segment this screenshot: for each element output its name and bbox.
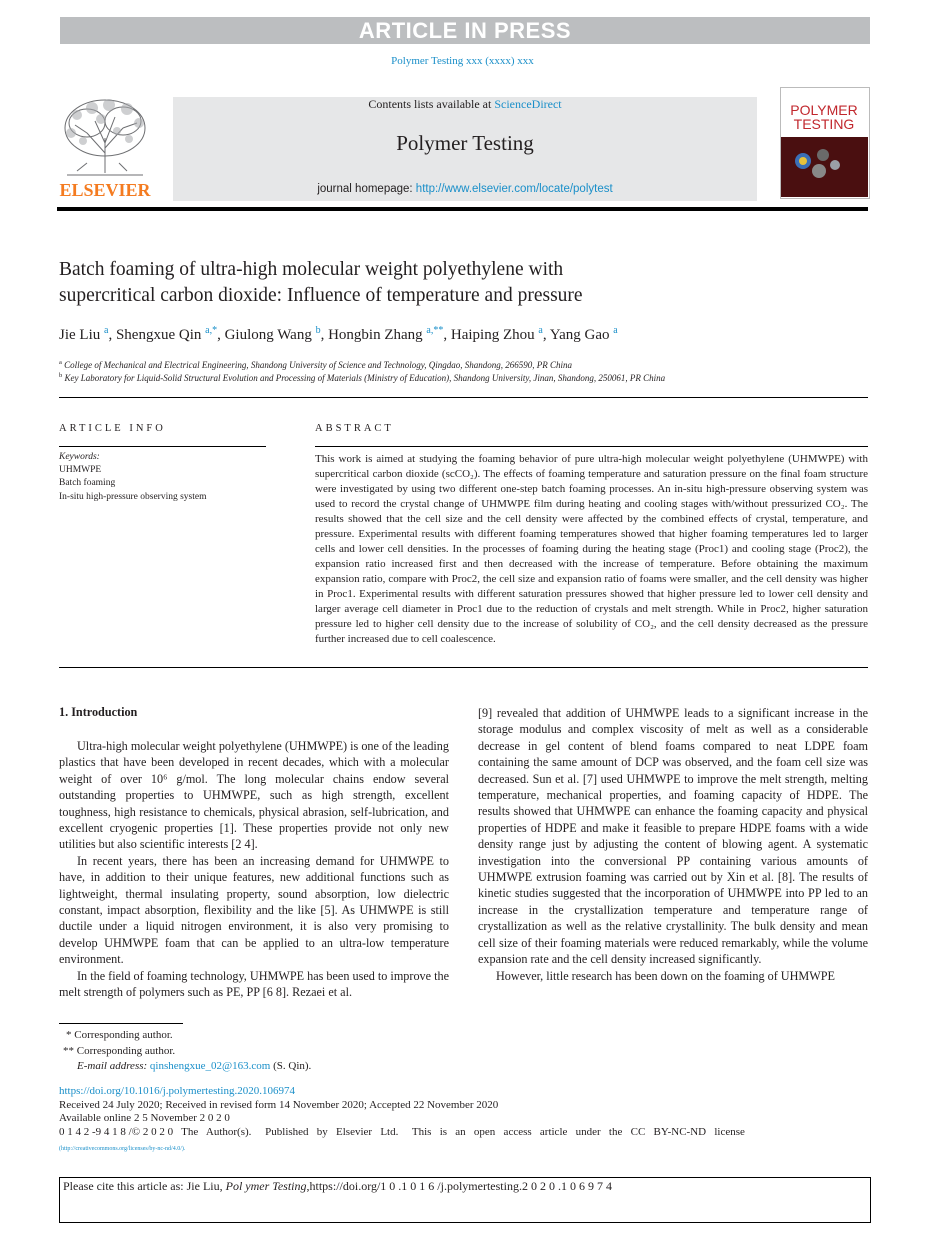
introduction-heading: 1. Introduction bbox=[59, 705, 138, 719]
author-name: Yang Gao bbox=[549, 327, 610, 343]
journal-name: Polymer Testing bbox=[396, 131, 534, 155]
citation-doi: ,https://doi.org/1 0 .1 0 1 6 /j.polymertesting.2 0 2 0 .1 0 6 9 7 4 bbox=[306, 1179, 612, 1193]
divider bbox=[59, 446, 266, 447]
email-label: E-mail address: bbox=[77, 1060, 150, 1072]
article-info-heading: ARTICLE INFO bbox=[59, 423, 166, 434]
affiliation-b bbox=[59, 372, 879, 383]
elsevier-wordmark: ELSEVIER bbox=[59, 180, 151, 200]
abstract-heading: ABSTRACT bbox=[315, 423, 394, 434]
email-footnote bbox=[77, 1060, 311, 1072]
body-column-left bbox=[59, 738, 449, 1001]
author-name: Shengxue Qin bbox=[115, 327, 202, 343]
cover-image bbox=[781, 137, 868, 197]
author-affiliation-link[interactable]: a bbox=[613, 325, 618, 336]
author-name: Hongbin Zhang bbox=[328, 327, 423, 343]
publication-info bbox=[59, 1085, 919, 1139]
contents-prefix: Contents lists available at bbox=[368, 97, 495, 111]
received-dates: Received 24 July 2020; Received in revised form 14 November 2020; Accepted 22 November 2020 bbox=[59, 1098, 499, 1111]
author-affiliation-link[interactable]: a bbox=[538, 325, 543, 336]
sciencedirect-link[interactable]: ScienceDirect bbox=[494, 97, 562, 111]
available-online: Available online 2 5 November 2 0 2 0 bbox=[59, 1112, 230, 1124]
body-paragraph: In recent years, there has been an increasing demand for UHMWPE to have, in addition to their unique features, new additional functions such as lightweight, thermal insulating property, sound absorption, low dielectric constant, impact absorption, flexibility and the like [5]. As UHMWPE is still ductile under a liquid nitrogen environment, it is also very promising to develop UHMWPE foam that can be applied to an ultra-low temperature environment. bbox=[59, 853, 449, 967]
email-link[interactable]: qinshengxue_02@163.com bbox=[149, 1060, 271, 1072]
homepage-prefix: journal homepage: bbox=[317, 183, 416, 195]
author-name: Jie Liu bbox=[59, 327, 101, 343]
affiliation-text: Key Laboratory for Liquid-Solid Structural Evolution and Processing of Materials (Ministry of Education), Shandong University, Jinan, Shandong, 250061, PR China bbox=[64, 373, 666, 383]
cover-title-line1: POLYMER bbox=[790, 102, 858, 118]
corresponding-author-note: ** Corresponding author. bbox=[63, 1045, 176, 1057]
corresponding-author-note: * Corresponding author. bbox=[66, 1029, 173, 1041]
doi-link[interactable]: https://doi.org/10.1016/j.polymertesting.2020.106974 bbox=[59, 1085, 295, 1097]
keyword-item: Batch foaming bbox=[59, 478, 116, 488]
article-in-press-banner: ARTICLE IN PRESS bbox=[60, 17, 870, 44]
affiliation-marker: b bbox=[59, 372, 63, 379]
author-affiliation-link[interactable]: a,* bbox=[205, 325, 218, 336]
cover-title-line2: TESTING bbox=[793, 116, 855, 132]
cover-title bbox=[780, 103, 868, 131]
author-name: Haiping Zhou bbox=[450, 327, 535, 343]
email-suffix: (S. Qin). bbox=[270, 1060, 312, 1072]
divider bbox=[315, 446, 868, 447]
divider bbox=[59, 667, 868, 668]
masthead-rule bbox=[57, 207, 868, 211]
body-column-right bbox=[478, 705, 868, 984]
affiliation-text: College of Mechanical and Electrical Engineering, Shandong University of Science and Technology, Qingdao, Shandong, 266590, PR China bbox=[64, 360, 572, 370]
body-paragraph: Ultra-high molecular weight polyethylene (UHMWPE) is one of the leading plastics that have been developed in recent decades, which with a molecular weight of over 10⁶ g/mol. The long molecular chains endow several outstanding properties to UHMWPE, such as high strength, excellent toughness, high resistance to chemicals, physical abrasion, self-lubrication, and excellent cryogenic properties [1]. These properties provide not only new utilities but also scientific interests [2 4]. bbox=[59, 739, 449, 852]
journal-reference-link[interactable]: Polymer Testing xxx (xxxx) xxx bbox=[391, 55, 534, 67]
journal-homepage-line bbox=[173, 183, 757, 195]
author-affiliation-link[interactable]: a,** bbox=[426, 325, 444, 336]
author-list: Jie Liu $^a$, Shengxue Qin $^{a,*}$, Giulong Wang $^b$, Hongbin Zhang $^{a,**}$, Haiping Zhou $^a$, Yang Gao $^a$ bbox=[59, 325, 618, 343]
body-paragraph: However, little research has been down on the foaming of UHMWPE bbox=[496, 968, 835, 983]
divider bbox=[59, 397, 868, 398]
article-title bbox=[59, 257, 819, 309]
keywords-label: Keywords: bbox=[59, 452, 100, 462]
title-line-2: supercritical carbon dioxide: Influence of temperature and pressure bbox=[59, 285, 583, 306]
affiliation-a bbox=[59, 359, 879, 370]
body-paragraph: [9] revealed that addition of UHMWPE leads to a significant increase in the storage modulus and complex viscosity of melt as well as a considerable decrease in gel content of blend foams compared to neat LDPE foam containing the same amount of DCP was observed, and the foam cell size was decreased. Sun et al. [7] used UHMWPE to improve the melt strength, melting temperature, mechanical properties, and foaming capacity of HDPE. The results showed that UHMWPE can enhance the foaming capacity and physical properties of HDPE and make it feasible to prepare HDPE foams with a wide density range just by adjusting the content of blowing agent. A systematic investigation into the conversional PP containing various amounts of UHMWPE extrusion foaming was carried out by Xin et al. [8]. The results of kinetic studies suggested that the incorporation of UHMWPE into PP led to an increase in the crystallization temperature and temperature range of crystallization as well as the relative crystallinity. The bulk density and mean cell size of their foaming materials were reduced remarkably, while the volume expansion rate and the cell density increased significantly. bbox=[478, 706, 868, 967]
abstract-text: This work is aimed at studying the foaming behavior of pure ultra-high molecular weight polyethylene (UHMWPE) with supercritical carbon dioxide (scCO₂). The effects of foaming temperature and saturation pressure on the final foam structure were investigated by using two different one-step batch foaming processes. An in-situ high-pressure observing system was used to record the crystal change of UHMWPE film during heating and cooling stages with/without pressurized CO₂. The results showed that the cell size and the cell density were affected by the combined effects of crystal, temperature, and pressure. Experimental results with different foaming temperatures showed that higher foaming temperatures led to larger cells and lower cell densities. In the processes of foaming during the heating stage (Proc1) and cooling stage (Proc2), the expansion ratio increased first and then decreased with the increase of temperature. Before obtaining the maximum expansion ratio, compare with Proc2, the cell size and expansion ratio of foams were smaller, and the cell density was higher in Proc1. Experimental results with different saturation pressures showed that higher pressure led to lower cell density and larger average cell diameter in Proc1 due to the reduction of crystals and melt strength. While in Proc2, higher saturation pressure led to higher cell density due to the increase of solubility of CO₂, and the cell density decreased as the pressure further increased due to cell coalescence. bbox=[315, 453, 868, 645]
title-line-1: Batch foaming of ultra-high molecular weight polyethylene with bbox=[59, 259, 564, 280]
journal-homepage-link[interactable]: http://www.elsevier.com/locate/polytest bbox=[415, 183, 613, 195]
citation-prefix: Please cite this article as: Jie Liu, bbox=[63, 1179, 226, 1193]
contents-line bbox=[173, 97, 757, 112]
citation-text bbox=[63, 1179, 863, 1194]
author-affiliation-link[interactable]: b bbox=[315, 325, 321, 336]
footnote-rule bbox=[59, 1023, 183, 1024]
author-name: Giulong Wang bbox=[224, 327, 312, 343]
body-paragraph: In the field of foaming technology, UHMWPE has been used to improve the melt strength of polymers such as PE, PP [6 8]. Rezaei et al. bbox=[59, 968, 449, 1000]
citation-journal: Pol ymer Testing bbox=[225, 1179, 307, 1193]
keyword-item: UHMWPE bbox=[59, 465, 102, 475]
copyright-line: 0 1 4 2 -9 4 1 8 /© 2 0 2 0 The Author(s). Published by Elsevier Ltd. This is an open access article under the CC BY-NC-ND license bbox=[59, 1125, 745, 1138]
author-affiliation-link[interactable]: a bbox=[104, 325, 109, 336]
license-link[interactable]: (http://creativecommons.org/licenses/by-nc-nd/4.0/). bbox=[59, 1146, 186, 1152]
keyword-item: In-situ high-pressure observing system bbox=[59, 492, 207, 502]
affiliation-marker: a bbox=[59, 359, 62, 366]
